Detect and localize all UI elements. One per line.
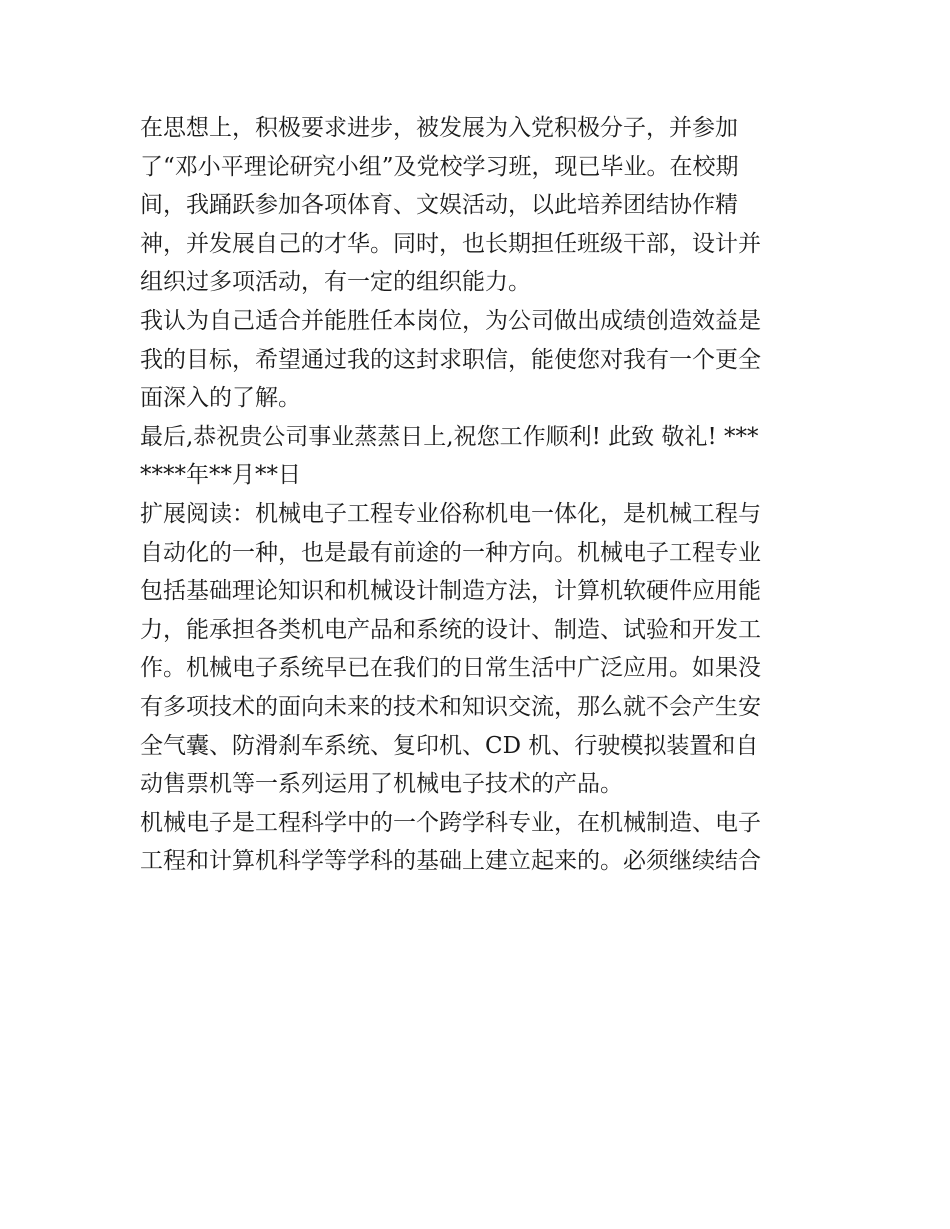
paragraph-suitability [140,302,816,418]
text-line: 工程和计算机科学等学科的基础上建立起来的。必须继续结合 [140,848,761,875]
text-line: 自动化的一种，也是最有前途的一种方向。机械电子工程专业 [140,539,761,566]
text-line: 包括基础理论知识和机械设计制造方法，计算机软硬件应用能 [140,578,761,605]
paragraph-extended-reading [140,495,816,804]
text-line: 全气囊、防滑刹车系统、复印机、CD 机、行驶模拟装置和自 [140,732,759,759]
text-line: 机械电子是工程科学中的一个跨学科专业，在机械制造、电子 [140,809,761,836]
text-line: 在思想上，积极要求进步，被发展为入党积极分子，并参加 [140,115,738,141]
text-line: 最后,恭祝贵公司事业蒸蒸日上,祝您工作顺利! 此致 敬礼! *** [140,423,759,450]
paragraph-political-and-activities [140,109,816,302]
text-line: 我的目标，希望通过我的这封求职信，能使您对我有一个更全 [140,346,761,373]
text-line: 我认为自己适合并能胜任本岗位，为公司做出成绩创造效益是 [140,307,761,334]
text-line: 动售票机等一系列运用了机械电子技术的产品。 [140,771,623,798]
text-line: 扩展阅读：机械电子工程专业俗称机电一体化，是机械工程与 [140,500,761,527]
text-line: 了“邓小平理论研究小组”及党校学习班，现已毕业。在校期 [140,153,739,180]
text-line: 作。机械电子系统早已在我们的日常生活中广泛应用。如果没 [140,655,761,682]
text-line: 组织过多项活动，有一定的组织能力。 [140,269,531,296]
paragraph-mechatronics-definition [140,804,816,881]
text-line: 力，能承担各类机电产品和系统的设计、制造、试验和开发工 [140,616,761,643]
document-page [140,109,816,881]
text-line: 神，并发展自己的才华。同时，也长期担任班级干部，设计并 [140,230,761,257]
paragraph-closing-salutation [140,418,816,495]
text-line: 间，我踊跃参加各项体育、文娱活动，以此培养团结协作精 [140,192,738,219]
text-line: 有多项技术的面向未来的技术和知识交流，那么就不会产生安 [140,693,761,720]
text-line: ****年**月**日 [140,462,301,489]
text-line: 面深入的了解。 [140,385,301,412]
